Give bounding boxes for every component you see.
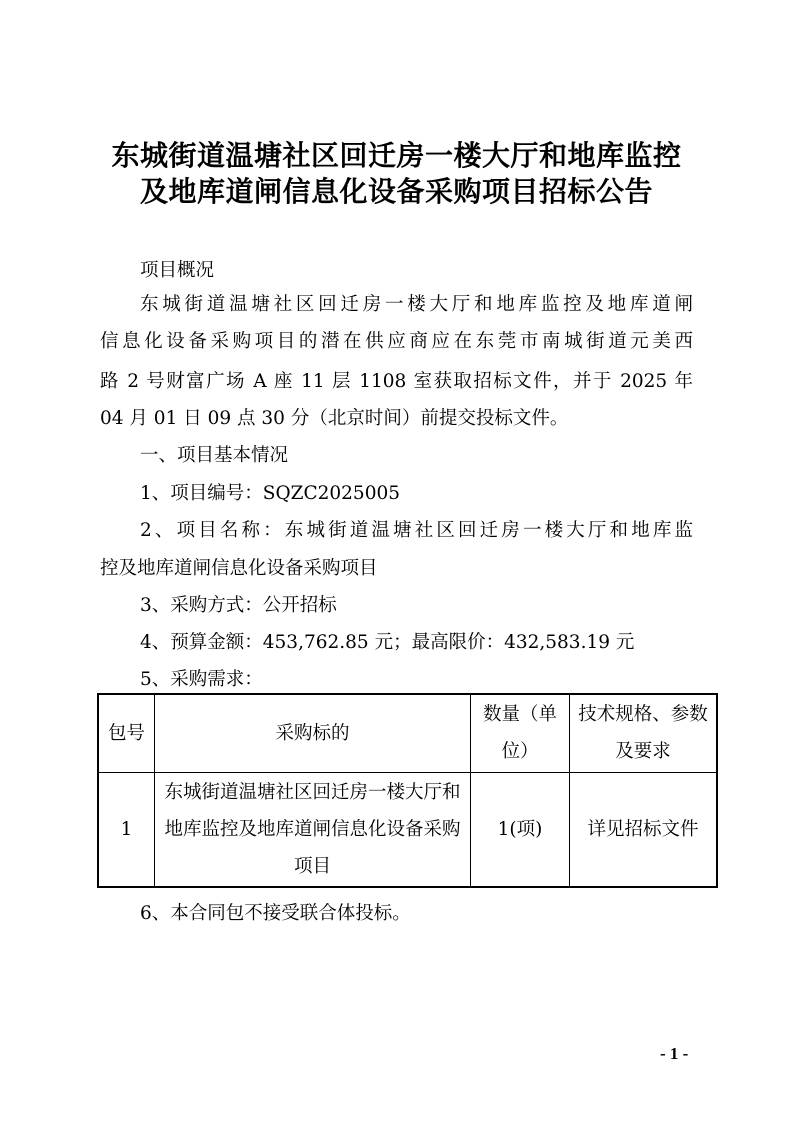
cell-package: 1 (98, 772, 155, 887)
overview-heading: 项目概况 (140, 260, 215, 281)
table-header-row (98, 694, 717, 772)
procurement-method: 3、采购方式：公开招标 (140, 595, 337, 616)
header-subject: 采购标的 (155, 694, 471, 772)
overview-line: 东城街道温塘社区回迁房一楼大厅和地库监控及地库道闸 (140, 294, 693, 315)
cell-quantity: 1(项) (471, 772, 570, 887)
project-name-line: 2、项目名称：东城街道温塘社区回迁房一楼大厅和地库监 (140, 520, 693, 541)
header-quantity: 数量（单位） (471, 694, 570, 772)
project-number: 1、项目编号：SQZC2025005 (140, 483, 401, 504)
section-heading: 一、项目基本情况 (140, 445, 289, 466)
procurement-requirements-label: 5、采购需求： (140, 669, 263, 690)
consortium-note: 6、本合同包不接受联合体投标。 (140, 903, 411, 924)
cell-spec: 详见招标文件 (570, 772, 718, 887)
header-spec: 技术规格、参数及要求 (570, 694, 718, 772)
header-package: 包号 (98, 694, 155, 772)
project-name-line: 控及地库道闸信息化设备采购项目 (100, 558, 378, 579)
overview-line: 信息化设备采购项目的潜在供应商应在东莞市南城街道元美西 (100, 331, 693, 352)
document-title-line-1: 东城街道温塘社区回迁房一楼大厅和地库监控 (111, 139, 682, 172)
budget-amount: 4、预算金额：453,762.85 元；最高限价：432,583.19 元 (140, 632, 635, 653)
overview-line: 路 2 号财富广场 A 座 11 层 1108 室获取招标文件，并于 2025 年 (100, 371, 693, 392)
overview-line: 04 月 01 日 09 点 30 分（北京时间）前提交投标文件。 (100, 408, 569, 429)
cell-subject: 东城街道温塘社区回迁房一楼大厅和地库监控及地库道闸信息化设备采购项目 (155, 772, 471, 887)
document-title-line-2: 及地库道闸信息化设备采购项目招标公告 (139, 175, 653, 208)
table-row (98, 772, 717, 887)
page-number: - 1 - (660, 1044, 689, 1063)
requirements-table (97, 693, 718, 888)
